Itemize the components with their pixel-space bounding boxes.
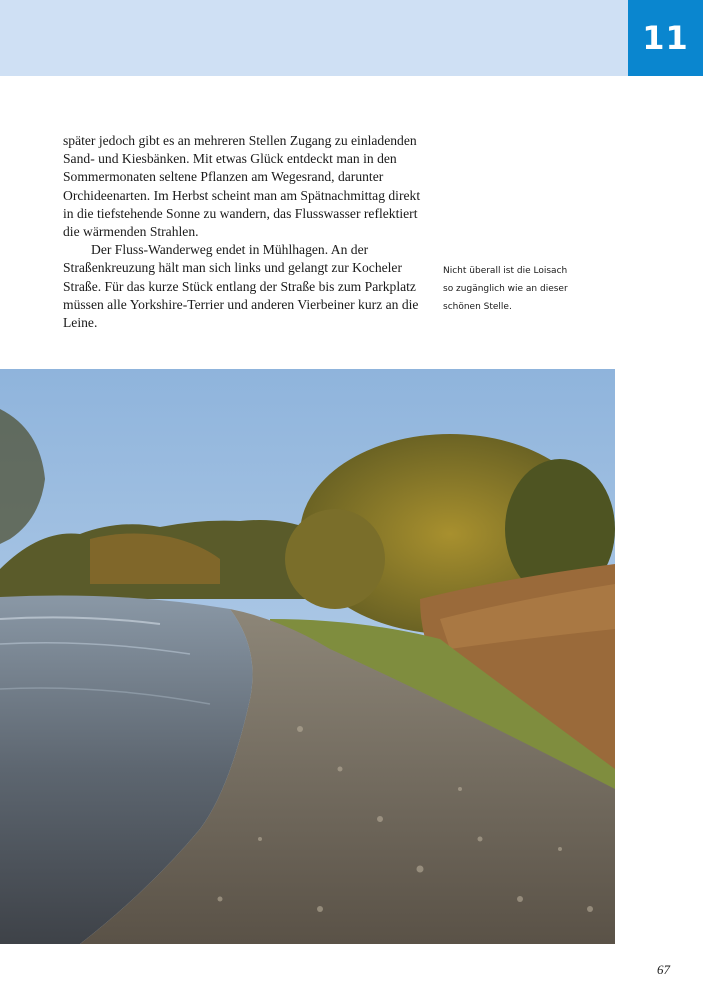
page-number: 67 (657, 962, 670, 977)
body-text (63, 132, 423, 332)
paragraph-1: später jedoch gibt es an mehreren Stellen Zugang zu einladenden Sand- und Kiesbänken. Mit etwas Glück entdeckt man in den Sommermonaten seltene Pflanzen am Wegesrand, darunter Orchideenarten. Im Herbst scheint man am Spätnachmittag direkt in die tiefstehende Sonne zu wandern, das Flusswasser reflektiert die wärmenden Strahlen. (63, 133, 421, 240)
photo-caption: Nicht überall ist die Loisach so zugänglich wie an dieser schönen Stelle. (443, 266, 568, 313)
header-band (0, 0, 628, 76)
paragraph-2: Der Fluss-Wanderweg endet in Mühlhagen. An der Straßenkreuzung hält man sich links und gelangt zur Kocheler Straße. Für das kurze Stück entlang der Straße bis zum Parkplatz müssen alle Yorkshire-Terrier und anderen Vierbeiner kurz an die Leine. (63, 242, 419, 331)
chapter-number: 11 (628, 0, 703, 76)
river-photo (0, 369, 615, 944)
